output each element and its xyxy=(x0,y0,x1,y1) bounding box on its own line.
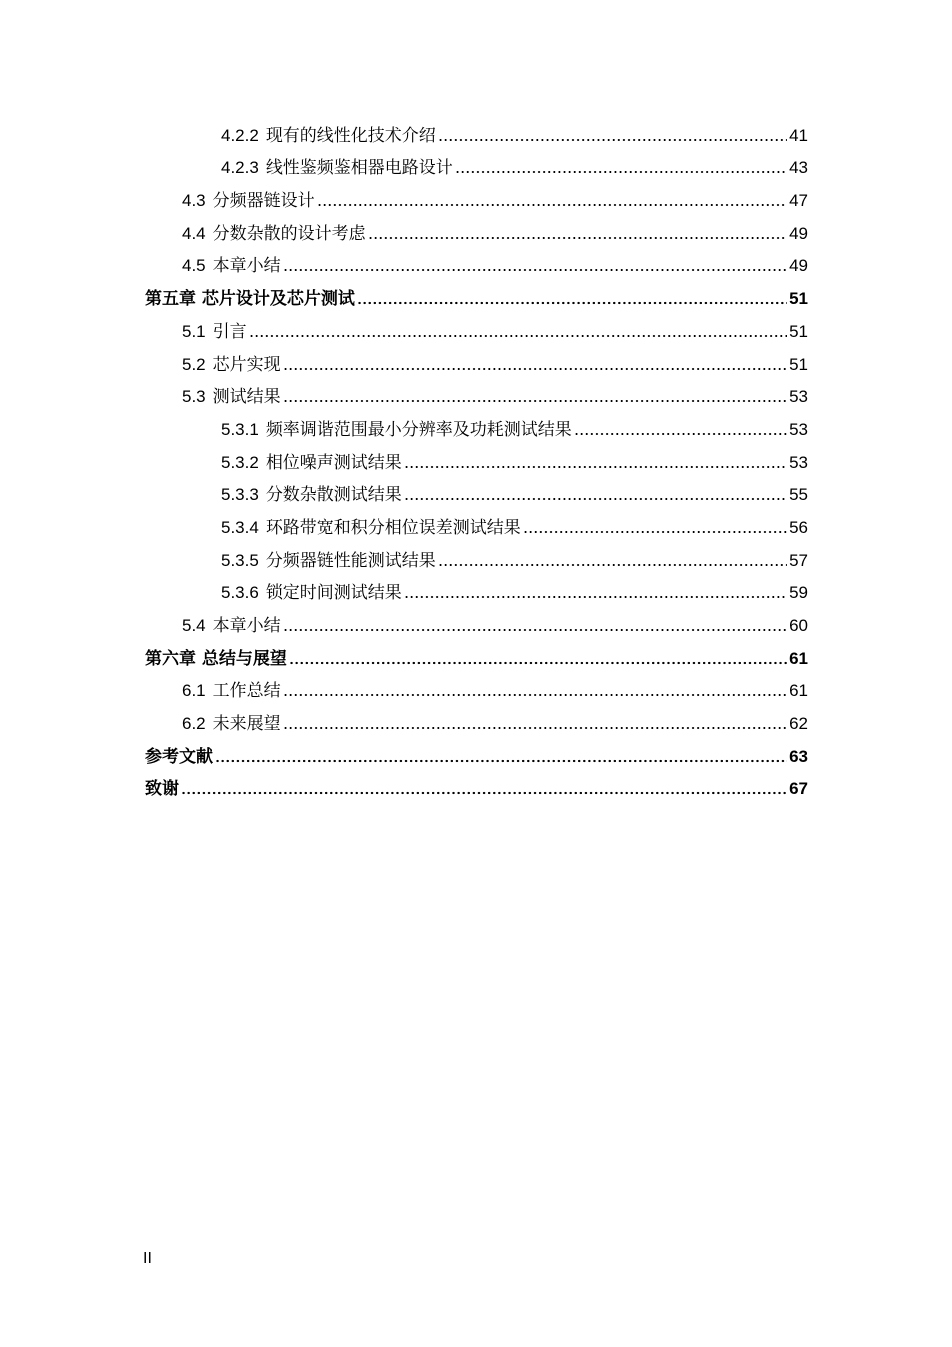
toc-entry-title: 参考文献 xyxy=(145,746,213,767)
toc-entry-number: 4.2.3 xyxy=(221,158,259,178)
toc-entry-title: 分频器链设计 xyxy=(212,191,315,212)
toc-entry-title: 分数杂散的设计考虑 xyxy=(212,223,366,244)
dot-leader xyxy=(249,334,787,338)
dot-leader xyxy=(368,236,787,240)
toc-entry-page: 49 xyxy=(789,256,808,276)
toc-entry[interactable] xyxy=(145,670,808,703)
toc-entry-number: 6.1 xyxy=(182,681,206,701)
toc-entry-title: 现有的线性化技术介绍 xyxy=(265,125,436,146)
toc-entry[interactable] xyxy=(145,735,808,768)
toc-entry[interactable] xyxy=(145,277,808,310)
toc-entry[interactable] xyxy=(145,539,808,572)
toc-entry[interactable] xyxy=(145,310,808,343)
toc-entry-page: 60 xyxy=(789,616,808,635)
toc-entry-title: 环路带宽和积分相位误差测试结果 xyxy=(265,517,521,538)
toc-entry[interactable] xyxy=(145,637,808,670)
table-of-contents xyxy=(145,114,808,800)
toc-entry-page: 53 xyxy=(789,419,808,439)
toc-entry-page: 61 xyxy=(789,681,808,701)
toc-entry-title: 本章小结 xyxy=(212,256,281,277)
toc-entry-page: 53 xyxy=(789,452,808,472)
toc-entry-page: 63 xyxy=(789,746,808,766)
toc-entry[interactable] xyxy=(145,768,808,801)
dot-leader xyxy=(283,399,787,403)
dot-leader xyxy=(523,530,787,534)
toc-entry-page: 43 xyxy=(789,158,808,178)
toc-entry-title: 频率调谐范围最小分辨率及功耗测试结果 xyxy=(265,419,572,440)
toc-entry-page: 41 xyxy=(789,125,808,145)
dot-leader xyxy=(404,497,787,501)
toc-entry-title: 分数杂散测试结果 xyxy=(265,485,402,506)
toc-entry-title: 第五章 芯片设计及芯片测试 xyxy=(145,289,355,310)
dot-leader xyxy=(283,367,787,371)
toc-entry-number: 4.5 xyxy=(182,256,206,276)
toc-entry-page: 57 xyxy=(789,550,808,570)
toc-entry-number: 5.3.1 xyxy=(221,419,259,439)
dot-leader xyxy=(289,661,787,665)
dot-leader xyxy=(181,791,787,795)
toc-entry-page: 59 xyxy=(789,583,808,603)
toc-entry-title: 锁定时间测试结果 xyxy=(265,583,402,604)
dot-leader xyxy=(283,268,787,272)
toc-entry[interactable] xyxy=(145,147,808,180)
toc-entry-title: 芯片实现 xyxy=(212,354,281,375)
toc-entry-page: 51 xyxy=(789,321,808,341)
toc-entry-number: 5.4 xyxy=(182,616,206,635)
toc-entry-page: 61 xyxy=(789,648,808,668)
page-number: II xyxy=(143,1250,152,1267)
toc-entry-title: 测试结果 xyxy=(212,387,281,408)
toc-entry[interactable] xyxy=(145,343,808,376)
toc-entry-page: 62 xyxy=(789,714,808,734)
toc-entry-number: 5.2 xyxy=(182,354,206,374)
toc-entry[interactable] xyxy=(145,572,808,605)
toc-entry-number: 5.3.2 xyxy=(221,452,259,472)
toc-entry-number: 4.3 xyxy=(182,191,206,211)
toc-entry-page: 67 xyxy=(789,779,808,799)
dot-leader xyxy=(455,170,787,174)
dot-leader xyxy=(574,432,787,436)
toc-entry-number: 5.3.3 xyxy=(221,485,259,505)
toc-entry-number: 4.4 xyxy=(182,223,206,243)
dot-leader xyxy=(357,301,787,305)
toc-entry-title: 线性鉴频鉴相器电路设计 xyxy=(265,158,453,179)
toc-entry-title: 相位噪声测试结果 xyxy=(265,452,402,473)
dot-leader xyxy=(215,759,787,763)
toc-entry[interactable] xyxy=(145,179,808,212)
toc-entry-page: 47 xyxy=(789,191,808,211)
toc-entry-page: 49 xyxy=(789,223,808,243)
dot-leader xyxy=(317,203,787,207)
toc-entry-number: 5.3 xyxy=(182,387,206,407)
toc-entry-title: 工作总结 xyxy=(212,681,281,702)
dot-leader xyxy=(438,563,787,567)
toc-entry-page: 51 xyxy=(789,289,808,309)
toc-entry[interactable] xyxy=(145,245,808,278)
toc-entry-number: 5.3.5 xyxy=(221,550,259,570)
toc-entry-page: 55 xyxy=(789,485,808,505)
toc-entry[interactable] xyxy=(145,212,808,245)
toc-entry[interactable] xyxy=(145,376,808,409)
toc-entry[interactable] xyxy=(145,506,808,539)
toc-entry-title: 未来展望 xyxy=(212,714,281,735)
toc-entry-page: 56 xyxy=(789,517,808,537)
toc-entry-number: 4.2.2 xyxy=(221,125,259,145)
toc-entry-number: 5.3.4 xyxy=(221,517,259,537)
toc-entry-number: 5.1 xyxy=(182,321,206,341)
dot-leader xyxy=(283,693,787,697)
dot-leader xyxy=(283,726,787,730)
toc-entry[interactable] xyxy=(145,408,808,441)
toc-entry-title: 第六章 总结与展望 xyxy=(145,648,287,669)
toc-entry-number: 6.2 xyxy=(182,714,206,734)
toc-entry-title: 引言 xyxy=(212,321,247,342)
toc-entry-page: 53 xyxy=(789,387,808,407)
toc-entry-title: 致谢 xyxy=(145,779,179,800)
toc-entry[interactable] xyxy=(145,441,808,474)
toc-entry-title: 分频器链性能测试结果 xyxy=(265,550,436,571)
toc-entry[interactable] xyxy=(145,474,808,507)
toc-entry-number: 5.3.6 xyxy=(221,583,259,603)
toc-entry[interactable] xyxy=(145,604,808,637)
dot-leader xyxy=(404,465,787,469)
dot-leader xyxy=(283,628,787,632)
toc-entry-title: 本章小结 xyxy=(212,616,281,636)
dot-leader xyxy=(404,595,787,599)
toc-entry[interactable] xyxy=(145,114,808,147)
toc-entry-page: 51 xyxy=(789,354,808,374)
toc-entry[interactable] xyxy=(145,702,808,735)
dot-leader xyxy=(438,138,787,142)
